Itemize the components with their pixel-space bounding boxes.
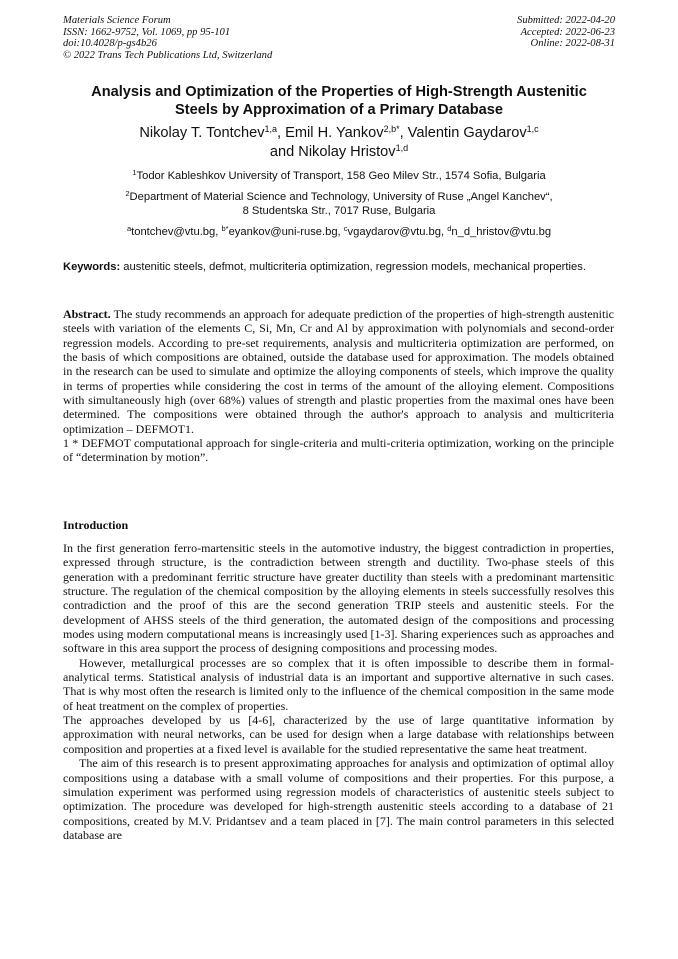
abstract-text: The study recommends an approach for adequate prediction of the properties of high-strength austenitic steels with variation of the elements C, Si, Mn, Cr and Al by approximation with polynomials and second-order regression models. According to pre-set requirements, analysis and multicriteria optimization are performed, on the basis of which compositions are obtained, outside the database used for approximation. The models obtained in the research can be used to simulate and optimize the alloying components of steels, which improve the quality in terms of properties while considering the cost in terms of the amount of the alloying element. Compositions with simultaneously high (over 68%) values of strength and plastic properties from the maximal ones have been determined. The compositions were obtained through the author's approach to analysis and multicriteria optimization – DEFMOT1. — [63, 307, 614, 436]
author-emails — [40, 225, 638, 239]
keywords-text: austenitic steels, defmot, multicriteria optimization, regression models, mechanical properties. — [120, 261, 586, 273]
journal-name: Materials Science Forum — [63, 15, 171, 26]
email-c[interactable]: vgaydarov@vtu.bg, — [347, 226, 448, 238]
email-b[interactable]: eyankov@uni-ruse.bg, — [228, 226, 344, 238]
email-d[interactable]: n_d_hristov@vtu.bg — [451, 226, 552, 238]
author-3: , Valentin Gaydarov — [399, 125, 527, 141]
journal-doi: doi:10.4028/p-gs4b26 — [63, 38, 157, 50]
email-b-mark: b* — [221, 224, 229, 233]
title-line-1: Analysis and Optimization of the Properties of High-Strength Austenitic — [91, 84, 587, 100]
affiliation-2 — [40, 190, 638, 218]
author-list — [40, 124, 638, 161]
intro-paragraph-1: In the first generation ferro-martensitic steels in the automotive industry, the biggest contradiction in properties, expressed through structure, is the contradiction between strength and ductility. Two-phase steels of this generation with a predominant ferritic structure have greater ductility than steels with a predominant martensitic structure. The regulation of the chemical composition by the alloying elements in steels successfully resolves this contradiction and the proof of this are the second generation TRIP steels and austenitic steels. For the development of AHSS steels of the third generation, the automated design of the compositions and processing modes using modern computational means is increasingly used [1-3]. Sharing experiences such as approaches and software in this area support the process of designing compositions and processing modes. — [63, 541, 614, 656]
author-1: Nikolay T. Tontchev — [139, 125, 265, 141]
abstract-label: Abstract. — [63, 307, 111, 321]
intro-paragraph-2: However, metallurgical processes are so complex that it is often impossible to describe them in formal-analytical terms. Statistical analysis of industrial data is an important and supportive alternative in such cases. That is why most often the research is limited only to the influence of the chemical composition in the same mode of heat treatment on the complex of properties. — [63, 655, 614, 713]
intro-paragraph-3: The approaches developed by us [4-6], characterized by the use of large quantitative information by approximation with neural networks, can be used for design when a large database with relationships between composition and properties at a fixed level is available for the studied representative the same heat treatment. — [63, 713, 614, 756]
keywords — [63, 260, 614, 274]
title-line-2: Steels by Approximation of a Primary Database — [175, 102, 503, 118]
abstract-footnote: 1 * DEFMOT computational approach for single-criteria and multi-criteria optimization, working on the principle of “determination by motion”. — [63, 436, 614, 465]
email-d-mark: d — [447, 224, 452, 233]
submission-dates — [517, 15, 615, 50]
submitted-date: Submitted: 2022-04-20 — [517, 15, 615, 26]
author-4: and Nikolay Hristov — [269, 143, 396, 160]
journal-info — [63, 15, 272, 61]
author-2: , Emil H. Yankov — [277, 125, 384, 141]
author-2-affil: 2,b* — [383, 124, 400, 134]
author-3-affil: 1,c — [526, 124, 539, 134]
affiliation-1-number: 1 — [132, 168, 137, 177]
author-4-affil: 1,d — [395, 142, 409, 153]
abstract-paragraph — [63, 307, 614, 436]
paper-title — [40, 83, 638, 119]
journal-copyright: © 2022 Trans Tech Publications Ltd, Switzerland — [63, 49, 273, 61]
email-a-mark: a — [126, 224, 132, 233]
authors-line-2 — [40, 143, 638, 162]
accepted-date: Accepted: 2022-06-23 — [520, 26, 615, 38]
email-a[interactable]: tontchev@vtu.bg, — [131, 226, 222, 238]
journal-issn: ISSN: 1662-9752, Vol. 1069, pp 95-101 — [63, 26, 231, 38]
introduction-body — [63, 541, 614, 842]
affiliation-1-text: Todor Kableshkov University of Transport, 158 Geo Milev Str., 1574 Sofia, Bulgaria — [136, 170, 546, 182]
affiliation-2-text: Department of Material Science and Technology, University of Ruse „Angel Kanchev“, — [129, 191, 553, 203]
affiliation-2-number: 2 — [125, 189, 130, 198]
introduction-heading: Introduction — [63, 518, 129, 532]
keywords-label: Keywords: — [63, 261, 121, 273]
online-date: Online: 2022-08-31 — [530, 38, 615, 50]
affiliation-2-line-1 — [40, 190, 638, 204]
authors-line-1 — [40, 124, 638, 143]
abstract — [63, 307, 614, 465]
author-1-affil: 1,a — [264, 124, 278, 134]
affiliation-1 — [40, 169, 638, 183]
email-c-mark: c — [343, 224, 348, 233]
intro-paragraph-4: The aim of this research is to present approximating approaches for analysis and optimization of optimal alloy compositions using a database with a small volume of compositions and their properties. For this purpose, a simulation experiment was performed using regression models of characteristics of austenitic steels subject to optimization. The procedure was developed for high-strength austenitic steels according to a database of 21 compositions, created by M.V. Pridantsev and a team placed in [7]. The main control parameters in this selected database are — [63, 756, 614, 842]
affiliation-2-line-2: 8 Studentska Str., 7017 Ruse, Bulgaria — [242, 205, 436, 217]
